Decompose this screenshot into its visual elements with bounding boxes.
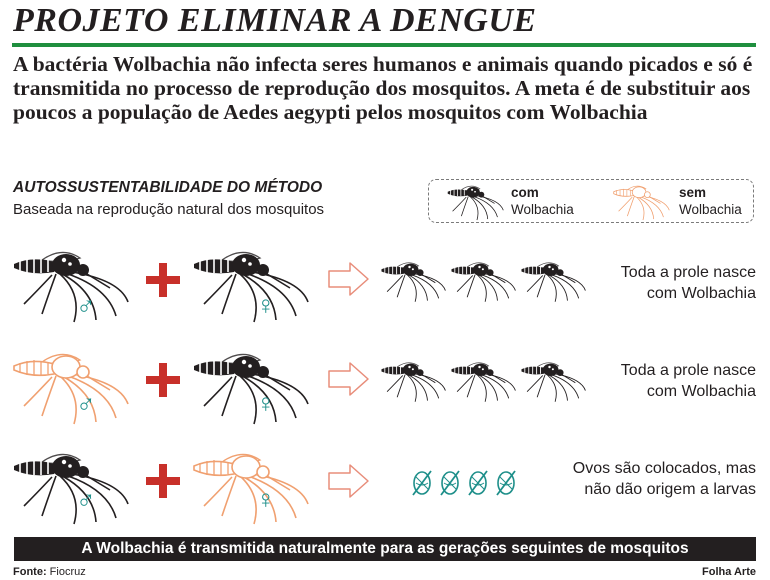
crossed-egg-icon	[412, 470, 432, 496]
offspring-mosquito-icon	[380, 358, 448, 404]
offspring-mosquito-icon	[520, 258, 588, 304]
result-line-1: Ovos são colocados, mas	[572, 460, 756, 477]
source-label: Fonte:	[13, 566, 47, 578]
infected-mosquito-icon	[435, 182, 517, 222]
plus-icon	[146, 363, 180, 397]
plus-icon	[146, 464, 180, 498]
crossed-egg-icon	[440, 470, 460, 496]
legend-with	[511, 184, 574, 218]
title-rule	[12, 43, 756, 47]
cross-row-3	[0, 440, 770, 540]
result-line-2: com Wolbachia	[646, 285, 756, 302]
female-symbol: ♀	[256, 290, 276, 320]
result-line-1: Toda a prole nasce	[620, 264, 756, 281]
result-text	[621, 360, 756, 402]
offspring-mosquito-icon	[380, 258, 448, 304]
result-line-2: não dão origem a larvas	[584, 481, 756, 498]
legend-without	[679, 184, 742, 218]
arrow-icon	[328, 464, 370, 499]
crossed-egg-icon	[468, 470, 488, 496]
female-symbol: ♀	[256, 388, 276, 418]
female-uninfected-mosquito-icon	[192, 446, 312, 528]
cross-row-1	[0, 240, 770, 340]
male-infected-mosquito-icon	[12, 244, 132, 326]
plus-icon	[146, 263, 180, 297]
male-uninfected-mosquito-icon	[12, 346, 132, 428]
male-symbol: ♂	[76, 388, 96, 418]
credit: Folha Arte	[702, 566, 756, 578]
female-infected-mosquito-icon	[192, 346, 312, 428]
male-symbol: ♂	[76, 484, 96, 514]
section-title: AUTOSSUSTENTABILIDADE DO MÉTODO	[13, 179, 323, 196]
legend-with-rest: Wolbachia	[511, 202, 574, 217]
cross-row-2	[0, 340, 770, 440]
female-infected-mosquito-icon	[192, 244, 312, 326]
offspring-mosquito-icon	[520, 358, 588, 404]
offspring-mosquito-icon	[450, 258, 518, 304]
legend-box	[428, 179, 754, 223]
legend-with-bold: com	[511, 185, 539, 200]
arrow-icon	[328, 362, 370, 397]
offspring-mosquito-icon	[450, 358, 518, 404]
page-title: PROJETO ELIMINAR A DENGUE	[13, 2, 537, 39]
legend-without-bold: sem	[679, 185, 707, 200]
female-symbol: ♀	[256, 484, 276, 514]
source-line	[13, 566, 86, 578]
uninfected-mosquito-icon	[601, 182, 683, 222]
male-infected-mosquito-icon	[12, 446, 132, 528]
section-subtitle: Baseada na reprodução natural dos mosquitos	[13, 201, 325, 218]
legend-without-rest: Wolbachia	[679, 202, 742, 217]
result-line-2: com Wolbachia	[646, 383, 756, 400]
footer-bar: A Wolbachia é transmitida naturalmente para as gerações seguintes de mosquitos	[14, 537, 756, 561]
crossed-egg-icon	[496, 470, 516, 496]
result-line-1: Toda a prole nasce	[620, 362, 756, 379]
arrow-icon	[328, 262, 370, 297]
source-value: Fiocruz	[49, 566, 86, 578]
result-text	[573, 458, 756, 500]
male-symbol: ♂	[76, 290, 96, 320]
result-text	[621, 262, 756, 304]
lead-paragraph: A bactéria Wolbachia não infecta seres humanos e animais quando picados e só é transmitida no processo de reprodução dos mosquitos. A meta é de substituir aos poucos a população de Aedes aegypti pelos mosquitos com Wolbachia	[13, 52, 753, 124]
